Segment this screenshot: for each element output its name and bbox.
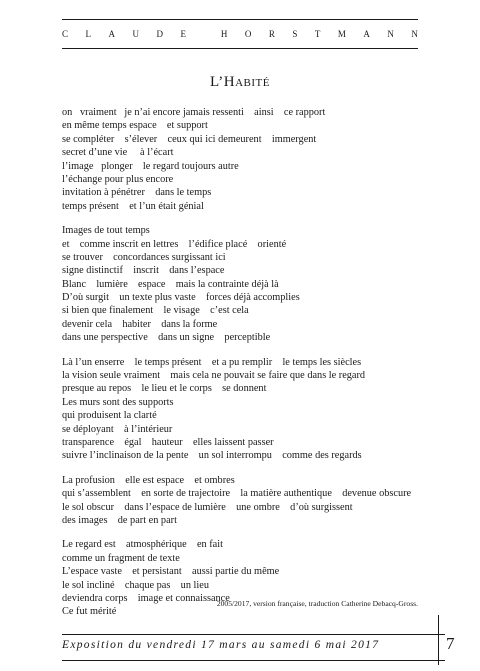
poem-line: secret d’une vie à l’écart (62, 147, 174, 159)
exposition-dates: Exposition du vendredi 17 mars au samedi 6 mai 2017 (62, 639, 380, 651)
poem-line: l’échange pour plus encore (62, 173, 174, 185)
stanza (62, 106, 440, 213)
author-letter: C (62, 29, 69, 39)
author-letter: D (156, 29, 163, 39)
author-letter: S (292, 29, 298, 39)
author-letter: A (363, 29, 370, 39)
poem-line: Les murs sont des supports (62, 396, 174, 408)
author-letter: U (132, 29, 139, 39)
author-letter: E (180, 29, 186, 39)
poem-line: temps présent et l’un était génial (62, 200, 204, 212)
header-rule-bottom (62, 48, 418, 49)
poem-line: qui s’assemblent en sorte de trajectoire la matière authentique devenue obscure (62, 488, 412, 500)
poem-line: le sol obscur dans l’espace de lumière une ombre d’où surgissent (62, 501, 353, 513)
stanza (62, 224, 440, 345)
poem-line: qui produisent la clarté (62, 410, 157, 422)
poem-line: signe distinctif inscrit dans l’espace (62, 265, 225, 277)
poem-line: Images de tout temps (62, 225, 150, 237)
stanza (62, 474, 440, 528)
poem-line: transparence égal hauteur elles laissent passer (62, 436, 274, 448)
poem-line: comme un fragment de texte (62, 552, 180, 564)
poem-line: on vraiment je n’ai encore jamais ressenti ainsi ce rapport (62, 107, 326, 118)
poem-line: si bien que finalement le visage c’est cela (62, 305, 249, 317)
poem-line: en même temps espace et support (62, 120, 208, 132)
poem-line: l’image plonger le regard toujours autre (62, 160, 239, 172)
poem-line: et comme inscrit en lettres l’édifice placé orienté (62, 238, 287, 250)
footer-rule-top (62, 634, 445, 635)
poem-line: la vision seule vraiment mais cela ne pouvait se faire que dans le regard (62, 370, 366, 382)
poem-line: se compléter s’élever ceux qui ici demeurent immergent (62, 133, 317, 145)
poem-line: invitation à pénétrer dans le temps (62, 187, 212, 199)
poem-line: devenir cela habiter dans la forme (62, 318, 218, 330)
page-number: 7 (446, 634, 455, 653)
poem-line: se trouver concordances surgissant ici (62, 251, 226, 263)
poem-line: le sol incliné chaque pas un lieu (62, 579, 209, 591)
author-name (62, 27, 418, 41)
stanza (62, 356, 440, 463)
poem-line: D’où surgit un texte plus vaste forces déjà accomplies (62, 292, 300, 304)
author-letter: T (314, 29, 321, 39)
poem-line: Blanc lumière espace mais la contrainte déjà là (62, 278, 279, 290)
author-letter: N (411, 29, 418, 39)
author-letter: R (268, 29, 275, 39)
author-letter: A (108, 29, 115, 39)
poem-line: des images de part en part (62, 514, 177, 526)
author-letter: N (387, 29, 394, 39)
poem-title: L’Habité (210, 74, 270, 90)
poem-line: presque au repos le lieu et le corps se donnent (62, 383, 267, 395)
poem-line: dans une perspective dans un signe perceptible (62, 332, 271, 344)
footer-vertical-rule (438, 615, 439, 665)
header-rule-top (62, 19, 418, 20)
poem-line: Là l’un enserre le temps présent et a pu remplir le temps les siècles (62, 356, 362, 368)
footer-rule-bottom (62, 660, 445, 661)
poem-line: suivre l’inclinaison de la pente un sol interrompu comme des regards (62, 450, 362, 462)
author-letter: L (85, 29, 91, 39)
poem-line: Ce fut mérité (62, 606, 117, 618)
poem-line: La profusion elle est espace et ombres (62, 474, 235, 486)
author-letter: M (337, 29, 346, 39)
poem-line: L’espace vaste et persistant aussi partie du même (62, 566, 280, 578)
poem-line: Le regard est atmosphérique en fait (62, 539, 223, 551)
author-letter: H (220, 29, 228, 39)
poem-body (62, 106, 440, 630)
author-letter: O (244, 29, 252, 39)
translation-credit: 2005/2017, version française, traduction Catherine Debacq-Gross. (216, 599, 418, 608)
poem-line: deviendra corps image et connaissance (62, 592, 230, 604)
poem-line: se déployant à l’intérieur (62, 423, 173, 435)
